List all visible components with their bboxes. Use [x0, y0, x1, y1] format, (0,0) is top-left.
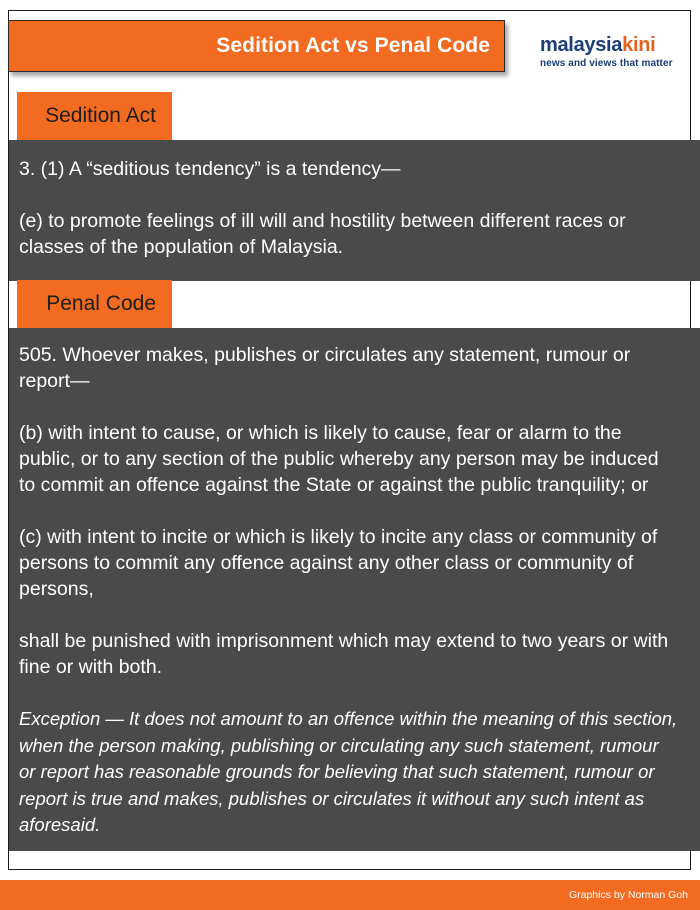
footer-bar: [0, 880, 700, 910]
sedition-act-label: Sedition Act: [17, 92, 172, 140]
penal-exception: Exception — It does not amount to an offence within the meaning of this section, when the person making, publishing or circulating any such statement, rumour or report has reasonable grounds for believing that such statement, rumour or report is true and makes, publishes or circulates it without any such intent as aforesaid.: [19, 708, 678, 835]
graphics-credit: Graphics by Norman Goh: [568, 889, 688, 901]
penal-clause-b: (b) with intent to cause, or which is likely to cause, fear or alarm to the public, or to any section of the public whereby any person may be induced to commit an offence against the State or against the public tranquility; or: [19, 422, 659, 496]
sedition-clause-intro: 3. (1) A “seditious tendency” is a tendency—: [19, 158, 401, 180]
page-title: Sedition Act vs Penal Code: [216, 34, 490, 57]
title-banner: [8, 20, 505, 72]
malaysiakini-logo[interactable]: [540, 35, 690, 75]
logo-brand-part1: malaysia: [540, 34, 623, 56]
sedition-act-panel: [9, 140, 700, 281]
logo-tagline: news and views that matter: [540, 58, 673, 69]
logo-brand-part2: kini: [622, 34, 656, 56]
penal-clause-c: (c) with intent to incite or which is likely to incite any class or community of persons to commit any offence against any other class or community of persons,: [19, 526, 658, 600]
penal-code-panel: [9, 328, 700, 851]
penal-punishment: shall be punished with imprisonment which may extend to two years or with fine or with both.: [19, 630, 669, 678]
logo-wordmark: [540, 35, 690, 55]
penal-section-505: 505. Whoever makes, publishes or circulates any statement, rumour or report—: [19, 344, 631, 392]
penal-code-label: Penal Code: [17, 280, 172, 328]
sedition-clause-e: (e) to promote feelings of ill will and hostility between different races or classes of the population of Malaysia.: [19, 210, 626, 258]
